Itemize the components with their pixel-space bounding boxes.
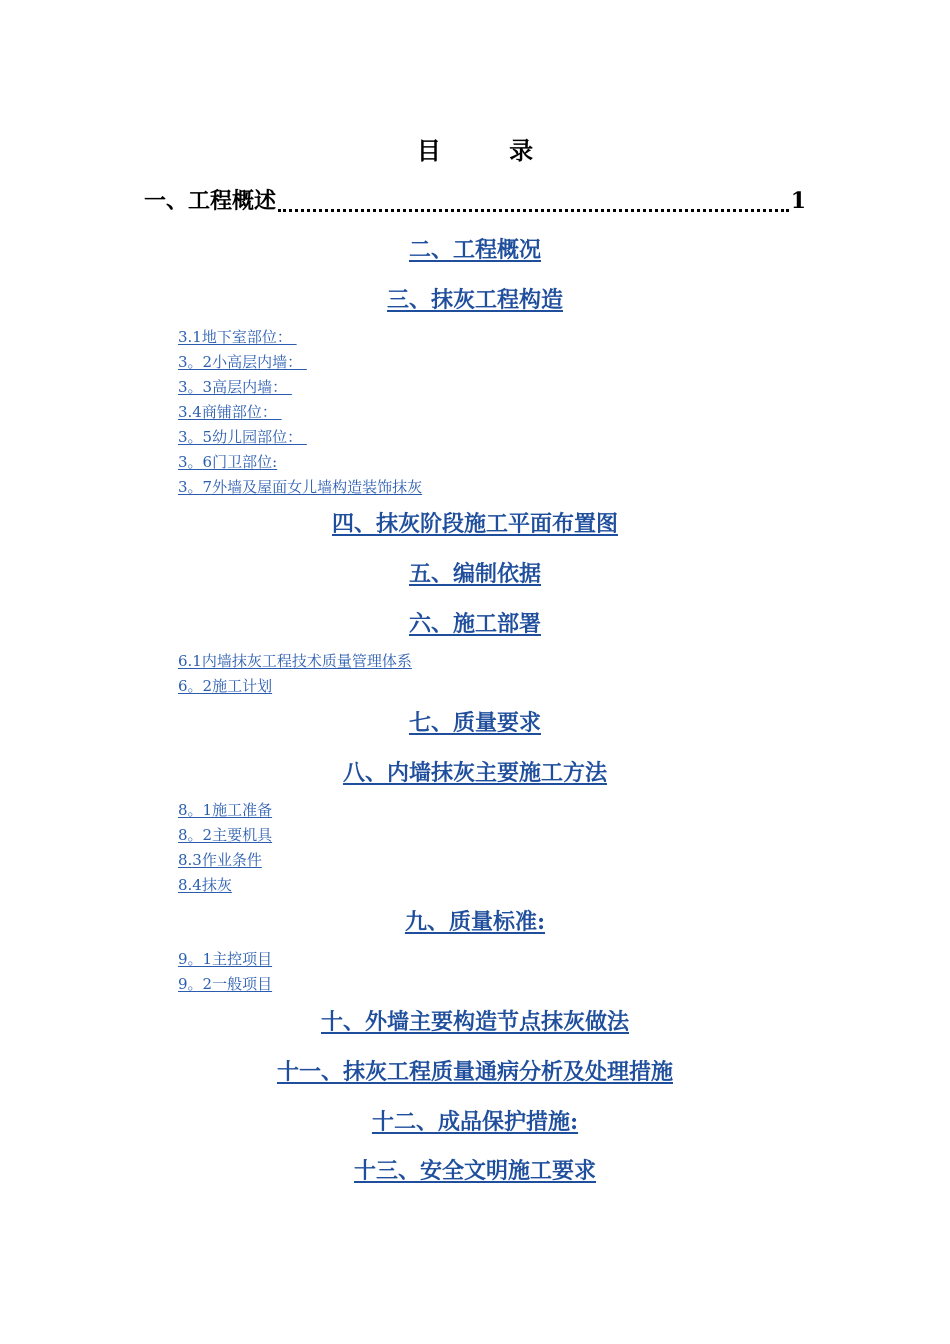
toc-subsection-link[interactable]: 3。6门卫部位:	[178, 453, 278, 471]
toc-subsection-link[interactable]: 3。5幼儿园部位：	[178, 428, 307, 446]
toc-subsection-link[interactable]: 3。2小高层内墙：	[178, 353, 307, 371]
toc-subsection-link[interactable]: 8.3作业条件	[178, 851, 262, 869]
toc-subsection-link[interactable]: 3。7外墙及屋面女儿墙构造装饰抹灰	[178, 478, 423, 496]
toc-subsection-link[interactable]: 3.1地下室部位：	[178, 328, 297, 346]
toc-heading-link[interactable]: 五、编制依据	[408, 561, 541, 587]
toc-title: 目 录	[416, 136, 564, 165]
toc-subsection-link[interactable]: 6.1内墙抹灰工程技术质量管理体系	[178, 652, 412, 670]
toc-entry-page-number: 1	[790, 188, 806, 214]
toc-entry-label: 一、工程概述	[144, 188, 277, 214]
toc-entry-overview[interactable]	[144, 184, 806, 218]
toc-heading-link[interactable]: 三、抹灰工程构造	[386, 287, 563, 313]
toc-subsection-link[interactable]: 8。2主要机具	[178, 826, 273, 844]
toc-subsection-link[interactable]: 8.4抹灰	[178, 876, 232, 894]
toc-heading-link[interactable]: 七、质量要求	[408, 710, 541, 736]
toc-heading-link[interactable]: 十二、成品保护措施:	[371, 1109, 579, 1135]
toc-subsection-link[interactable]: 6。2施工计划	[178, 677, 273, 695]
toc-heading-link[interactable]: 六、施工部署	[408, 611, 541, 637]
toc-subsection-link[interactable]: 9。1主控项目	[178, 950, 273, 968]
dot-leader	[278, 209, 789, 212]
toc-subsection-link[interactable]: 8。1施工准备	[178, 801, 273, 819]
toc-subsection-link[interactable]: 9。2一般项目	[178, 975, 273, 993]
toc-heading-link[interactable]: 九、质量标准:	[404, 909, 546, 935]
toc-subsection-link[interactable]: 3。3高层内墙：	[178, 378, 292, 396]
toc-heading-link[interactable]: 八、内墙抹灰主要施工方法	[342, 760, 607, 786]
toc-heading-link[interactable]: 二、工程概况	[408, 237, 541, 263]
toc-heading-link[interactable]: 十一、抹灰工程质量通病分析及处理措施	[276, 1059, 673, 1085]
toc-heading-link[interactable]: 十三、安全文明施工要求	[353, 1158, 596, 1184]
toc-heading-link[interactable]: 十、外墙主要构造节点抹灰做法	[320, 1009, 629, 1035]
toc-subsection-link[interactable]: 3.4商铺部位：	[178, 403, 282, 421]
toc-heading-link[interactable]: 四、抹灰阶段施工平面布置图	[331, 511, 618, 537]
